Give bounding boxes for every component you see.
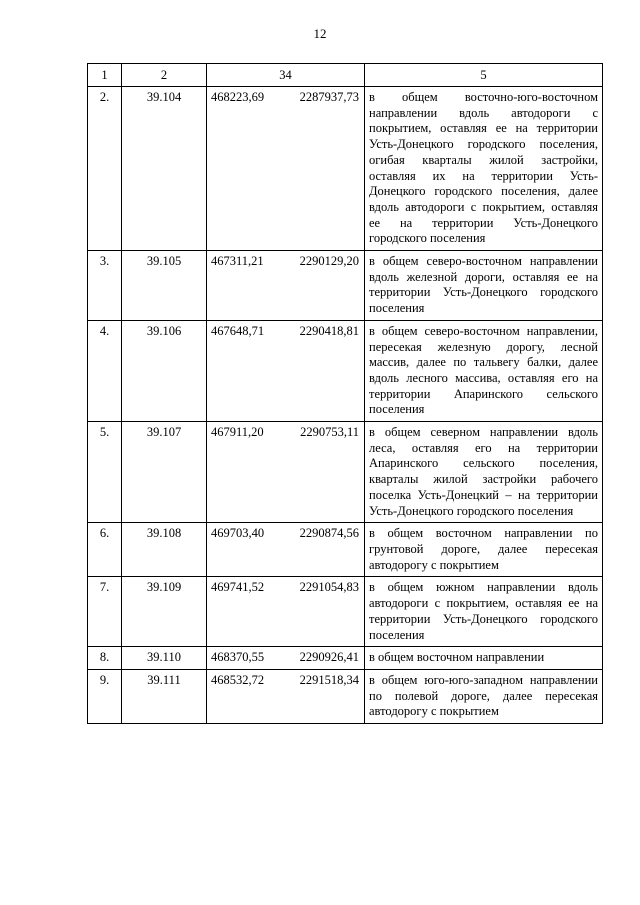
header-col-5: 5	[365, 64, 603, 87]
table-row	[88, 647, 603, 670]
boundary-description: в общем восточно-юго-восточном направлении вдоль автодороги с покрытием, оставляя ее на территории Усть-Донецкого городского поселения, огибая кварталы жилой застройки, оставляя их на территории Усть-Донецкого городского поселения, далее вдоль автодороги с покрытием, оставляя ее на территории Усть-Донецкого городского поселения	[365, 87, 603, 251]
point-code: 39.106	[122, 320, 207, 421]
boundary-description-table	[87, 63, 603, 724]
point-coordinates	[207, 87, 365, 251]
point-coordinates	[207, 577, 365, 647]
coordinate-x: 468223,69	[211, 90, 265, 104]
coordinate-x: 467911,20	[211, 425, 264, 440]
boundary-description: в общем северном направлении вдоль леса, оставляя его на территории Апаринского сельского поселения, кварталы жилой застройки рабочего поселка Усть-Донецкий – на территории Усть-Донецкого городского поселения	[365, 422, 603, 523]
point-coordinates	[207, 523, 365, 577]
boundary-description: в общем юго-юго-западном направлении по полевой дороге, далее пересекая автодорогу с покрытием	[365, 669, 603, 723]
point-code: 39.104	[122, 87, 207, 251]
point-coordinates	[207, 422, 365, 523]
header-col-4: 4	[285, 67, 292, 82]
row-number: 8.	[88, 647, 122, 670]
row-number: 3.	[88, 251, 122, 321]
coordinate-x: 467648,71	[211, 323, 265, 338]
row-number: 2.	[88, 87, 122, 251]
boundary-description: в общем восточном направлении по грунтовой дороге, далее пересекая автодорогу с покрытием	[365, 523, 603, 577]
point-code: 39.108	[122, 523, 207, 577]
coordinate-x: 469703,40	[211, 526, 265, 541]
point-code: 39.105	[122, 251, 207, 321]
table-header-row	[88, 64, 603, 87]
coordinate-y: 2290418,81	[299, 323, 359, 338]
coordinate-y: 2291054,83	[299, 580, 359, 595]
header-col-3-4	[207, 64, 365, 87]
point-coordinates	[207, 647, 365, 670]
table-row	[88, 669, 603, 723]
table-row	[88, 523, 603, 577]
point-code: 39.109	[122, 577, 207, 647]
coordinate-x: 468370,55	[211, 650, 265, 665]
header-col-2: 2	[122, 64, 207, 87]
row-number: 5.	[88, 422, 122, 523]
table-row	[88, 320, 603, 421]
point-coordinates	[207, 669, 365, 723]
table-row	[88, 251, 603, 321]
point-code: 39.107	[122, 422, 207, 523]
point-coordinates	[207, 320, 365, 421]
coordinate-y: 2290874,56	[299, 526, 359, 541]
coordinate-x: 469741,52	[211, 580, 265, 595]
row-number: 7.	[88, 577, 122, 647]
boundary-description: в общем южном направлении вдоль автодороги с покрытием, оставляя ее на территории Усть-Донецкого городского поселения	[365, 577, 603, 647]
coordinate-y: 2290926,41	[299, 650, 359, 665]
coordinate-y: 2287937,73	[299, 90, 359, 104]
table-row	[88, 577, 603, 647]
row-number: 4.	[88, 320, 122, 421]
point-code: 39.111	[122, 669, 207, 723]
row-number: 6.	[88, 523, 122, 577]
boundary-description: в общем восточном направлении	[365, 647, 603, 670]
coordinate-x: 468532,72	[211, 672, 265, 687]
coordinate-y: 2290753,11	[300, 425, 359, 440]
page-number: 12	[313, 26, 327, 41]
coordinate-x: 467311,21	[211, 254, 264, 269]
table-row	[88, 87, 603, 251]
boundary-description: в общем северо-восточном направлении, пересекая железную дорогу, лесной массив, далее по тальвегу балки, далее вдоль лесного массива, оставляя его на территории Апаринского сельского поселения	[365, 320, 603, 421]
point-coordinates	[207, 251, 365, 321]
header-col-1: 1	[88, 64, 122, 87]
coordinate-y: 2290129,20	[299, 254, 359, 269]
row-number: 9.	[88, 669, 122, 723]
boundary-description: в общем северо-восточном направлении вдоль железной дороги, оставляя ее на территории Усть-Донецкого городского поселения	[365, 251, 603, 321]
point-code: 39.110	[122, 647, 207, 670]
coordinate-y: 2291518,34	[299, 672, 359, 687]
header-col-3: 3	[279, 67, 286, 82]
table-row	[88, 422, 603, 523]
